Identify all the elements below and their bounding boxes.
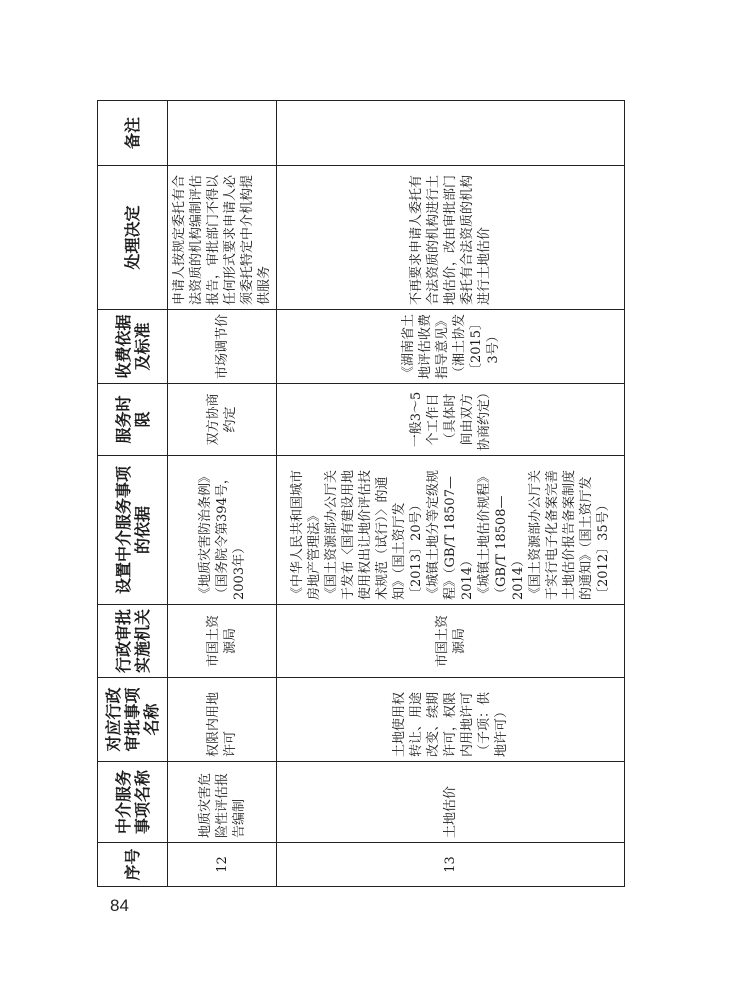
header-remark: 备注 (98, 101, 168, 166)
row-approval-item: 权限内用地许可 (168, 678, 277, 762)
basis-item: 《城镇土地分等定级规程》（GB/T 18507—2014） (426, 469, 475, 600)
header-basis: 设置中介服务事项的依据 (98, 456, 168, 605)
row-authority: 市国土资源局 (168, 605, 277, 678)
row-approval-item: 土地使用权转让、用途改变、续期许可，权限内用地许可（子项：供地许可） (277, 678, 625, 762)
header-time-limit: 服务时限 (98, 384, 168, 456)
page-number: 84 (110, 896, 129, 915)
header-no: 序号 (98, 843, 168, 887)
header-service-name: 中介服务事项名称 (98, 762, 168, 843)
row-service-name: 地质灾害危险性评估报告编制 (168, 762, 277, 843)
basis-item: 《城镇土地估价规程》（GB/T 18508—2014） (477, 469, 526, 600)
intermediary-services-table (97, 100, 625, 887)
basis-item: 《地质灾害防治条例》（国务院令第394号，2003年） (197, 469, 247, 600)
header-authority: 行政审批实施机关 (98, 605, 168, 678)
row-time-limit: 一般3～5个工作日（具体时间由双方协商约定） (277, 384, 625, 456)
row-decision: 不再要求申请人委托有合法资质的机构进行土地估价，改由审批部门委托有合法资质的机构进行土地估价 (277, 166, 625, 310)
header-decision: 处理决定 (98, 166, 168, 310)
row-basis (277, 456, 625, 605)
row-authority: 市国土资源局 (277, 605, 625, 678)
basis-item: 《国土资源部办公厅关于发布〈国有建设用地使用权出让地价评估技术规范（试行）〉的通知》（国土资厅发〔2013〕20号） (324, 469, 424, 600)
row-service-name: 土地估价 (277, 762, 625, 843)
row-basis (168, 456, 277, 605)
row-no: 13 (277, 843, 625, 887)
header-approval-item: 对应行政审批事项名称 (98, 678, 168, 762)
row-no: 12 (168, 843, 277, 887)
table-row (168, 101, 277, 887)
row-time-limit: 双方协商约定 (168, 384, 277, 456)
row-decision: 申请人按规定委托有合法资质的机构编制评估报告，审批部门不得以任何形式要求申请人必须委托特定中介机构提供服务 (168, 166, 277, 310)
rotated-table-page (97, 101, 625, 887)
header-fee-basis: 收费依据及标准 (98, 310, 168, 384)
table-row (277, 101, 625, 887)
table-header-row (98, 101, 168, 887)
row-fee-basis: 市场调节价 (168, 310, 277, 384)
row-remark (277, 101, 625, 166)
row-fee-basis: 《湖南省土地评估收费指导意见》（湘土协发〔2015〕3号） (277, 310, 625, 384)
row-remark (168, 101, 277, 166)
basis-item: 《中华人民共和国城市房地产管理法》 (290, 469, 322, 600)
basis-item: 《国土资源部办公厅关于实行电子化备案完善土地估价报告备案制度的通知》（国土资厅发〔2012〕35号） (528, 469, 611, 600)
